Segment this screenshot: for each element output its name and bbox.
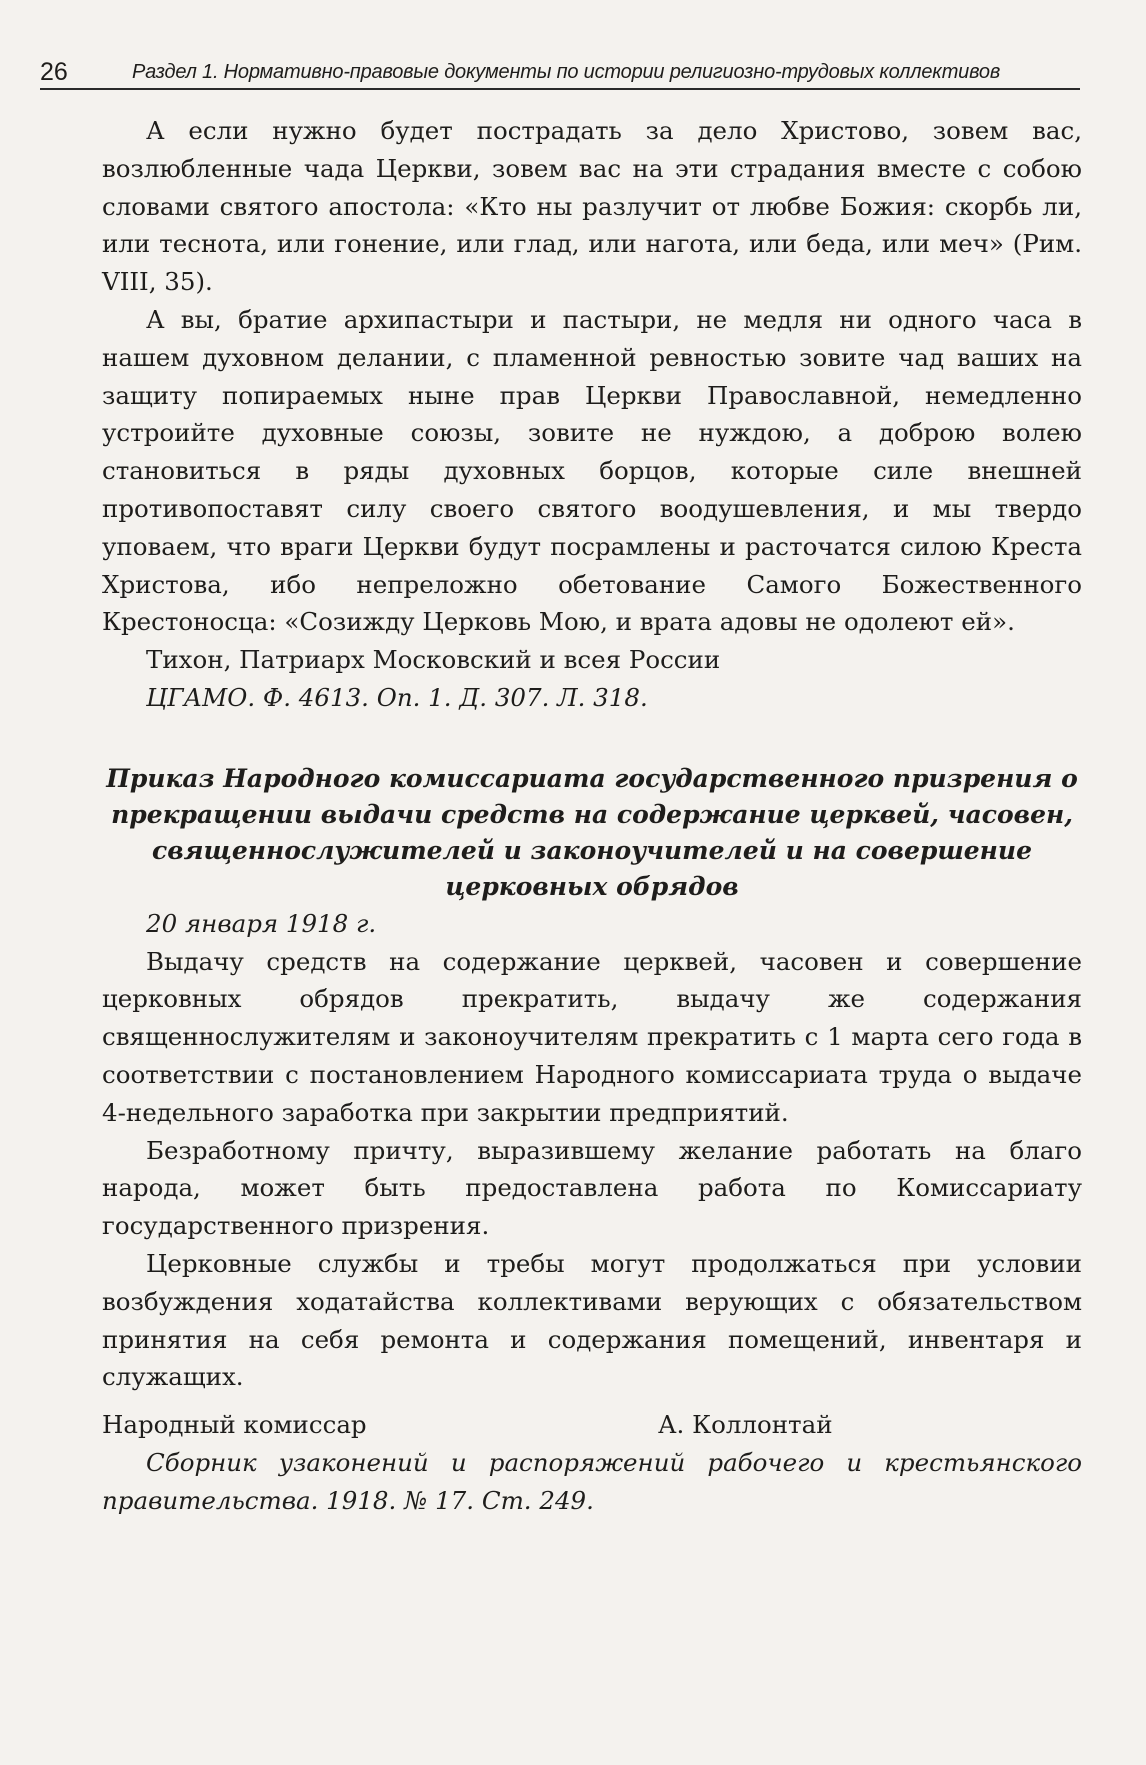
paragraph: Безработному причту, выразившему желание работать на благо народа, может быть предоставлена работа по Комиссариату государственного призрения. (102, 1135, 1082, 1241)
paragraph: А вы, братие архипастыри и пастыри, не медля ни одного часа в нашем духовном делании, с пламенной ревностью зовите чад ваших на защиту попираемых ныне прав Церкви Православной, немедленно устроийте духовные союзы, зовите не нуждою, а доброю волею становиться в ряды духовных борцов, которые силе внешней противопоставят силу своего святого воодушевления, и мы твердо уповаем, что враги Церкви будут посрамлены и расточатся силою Креста Христова, ибо непреложно обетование Самого Божественного Крестоносца: «Созижду Церковь Мою, и врата адовы не одолеют ей». (102, 304, 1082, 637)
patriarch-signature: Тихон, Патриарх Московский и всея России (146, 645, 721, 675)
paragraph: Выдачу средств на содержание церквей, часовен и совершение церковных обрядов прекратить, выдачу же содержания священнослужителям и законоучителям прекратить с 1 марта сего года в соответствии с постановлением Народного комиссариата труда о выдаче 4-недельного заработка при закрытии предприятий. (102, 946, 1082, 1127)
paragraph: А если нужно будет пострадать за дело Христово, зовем вас, возлюбленные чада Церкви, зовем вас на эти страдания вместе с собою словами святого апостола: «Кто ны разлучит от любве Божия: скорбь ли, или теснота, или гонение, или глад, или нагота, или беда, или меч» (Рим. VIII, 35). (102, 116, 1082, 297)
commissar-signature (102, 1406, 1082, 1444)
signer-name: А. Коллонтай (658, 1410, 833, 1440)
paragraph: Церковные службы и требы могут продолжаться при условии возбуждения ходатайства коллективами верующих с обязательством принятия на себя ремонта и содержания помещений, инвентаря и служащих. (102, 1248, 1082, 1392)
archive-reference: ЦГАМО. Ф. 4613. Оп. 1. Д. 307. Л. 318. (146, 682, 648, 712)
source-reference: Сборник узаконений и распоряжений рабочего и крестьянского правительства. 1918. № 17. Ст. 249. (102, 1448, 1082, 1515)
page-content (102, 112, 1082, 1520)
document-title: Приказ Народного комиссариата государственного призрения о прекращении выдачи средств на содержание церквей, часовен, священнослужителей и законоучителей и на совершение церковных обрядов (106, 763, 1078, 901)
signer-role: Народный комиссар (102, 1410, 367, 1440)
document-date: 20 января 1918 г. (146, 908, 377, 938)
page-header (40, 58, 1080, 90)
running-title: Раздел 1. Нормативно-правовые документы по истории религиозно-трудовых коллективов (132, 61, 1001, 83)
page-number: 26 (40, 58, 68, 86)
